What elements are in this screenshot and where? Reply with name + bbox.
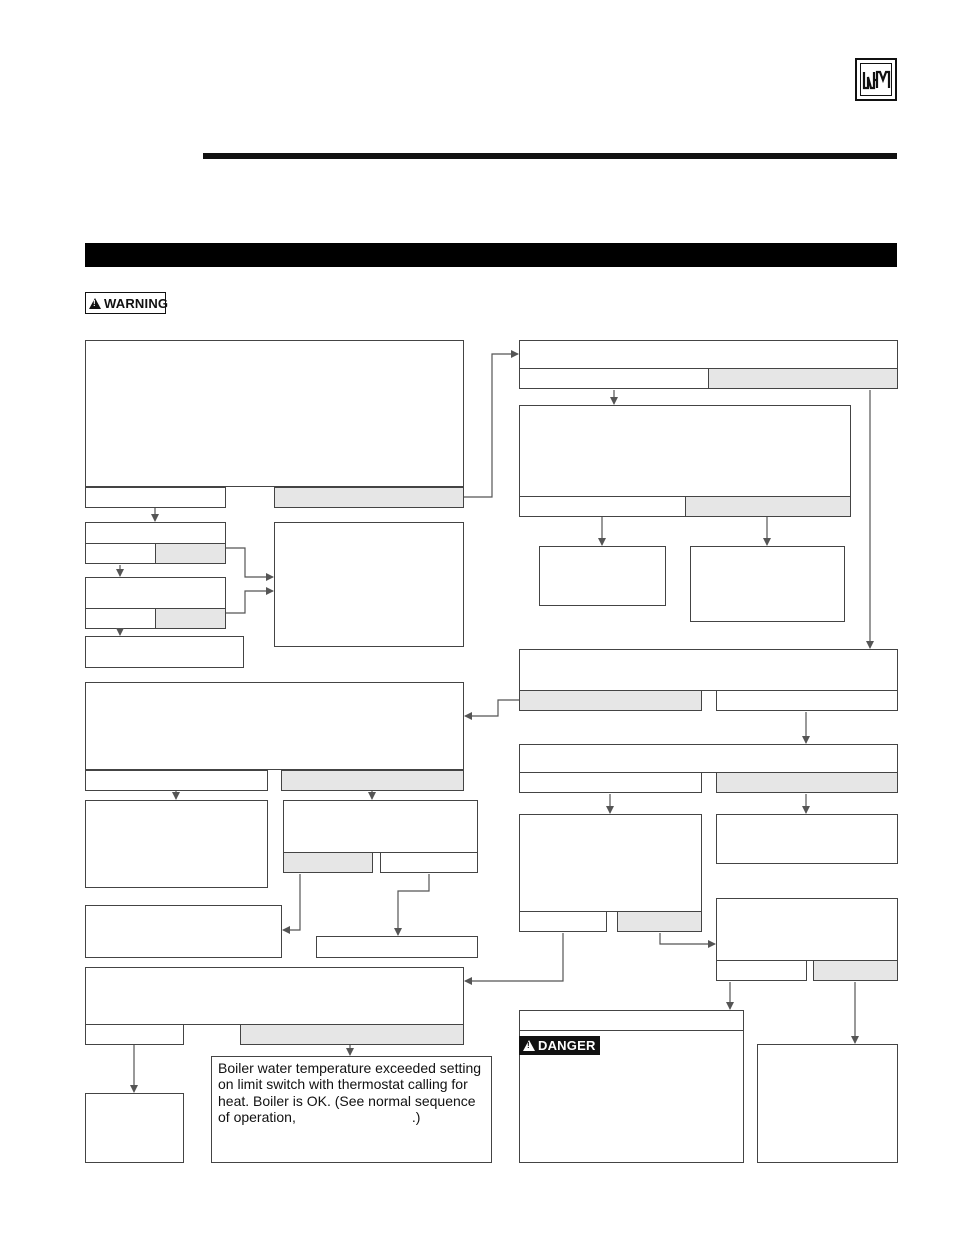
final-text-line-2: on limit switch with thermostat calling for (218, 1076, 468, 1093)
final-text-line-4b: .) (411, 1109, 421, 1126)
final-text-line-4a: of operation, (218, 1109, 296, 1126)
final-text-line-3: heat. Boiler is OK. (See normal sequence (218, 1092, 476, 1109)
warning-badge-label: WARNING (104, 295, 169, 311)
danger-badge-label: DANGER (538, 1038, 596, 1053)
final-text-line-1: Boiler water temperature exceeded setting (218, 1060, 482, 1076)
